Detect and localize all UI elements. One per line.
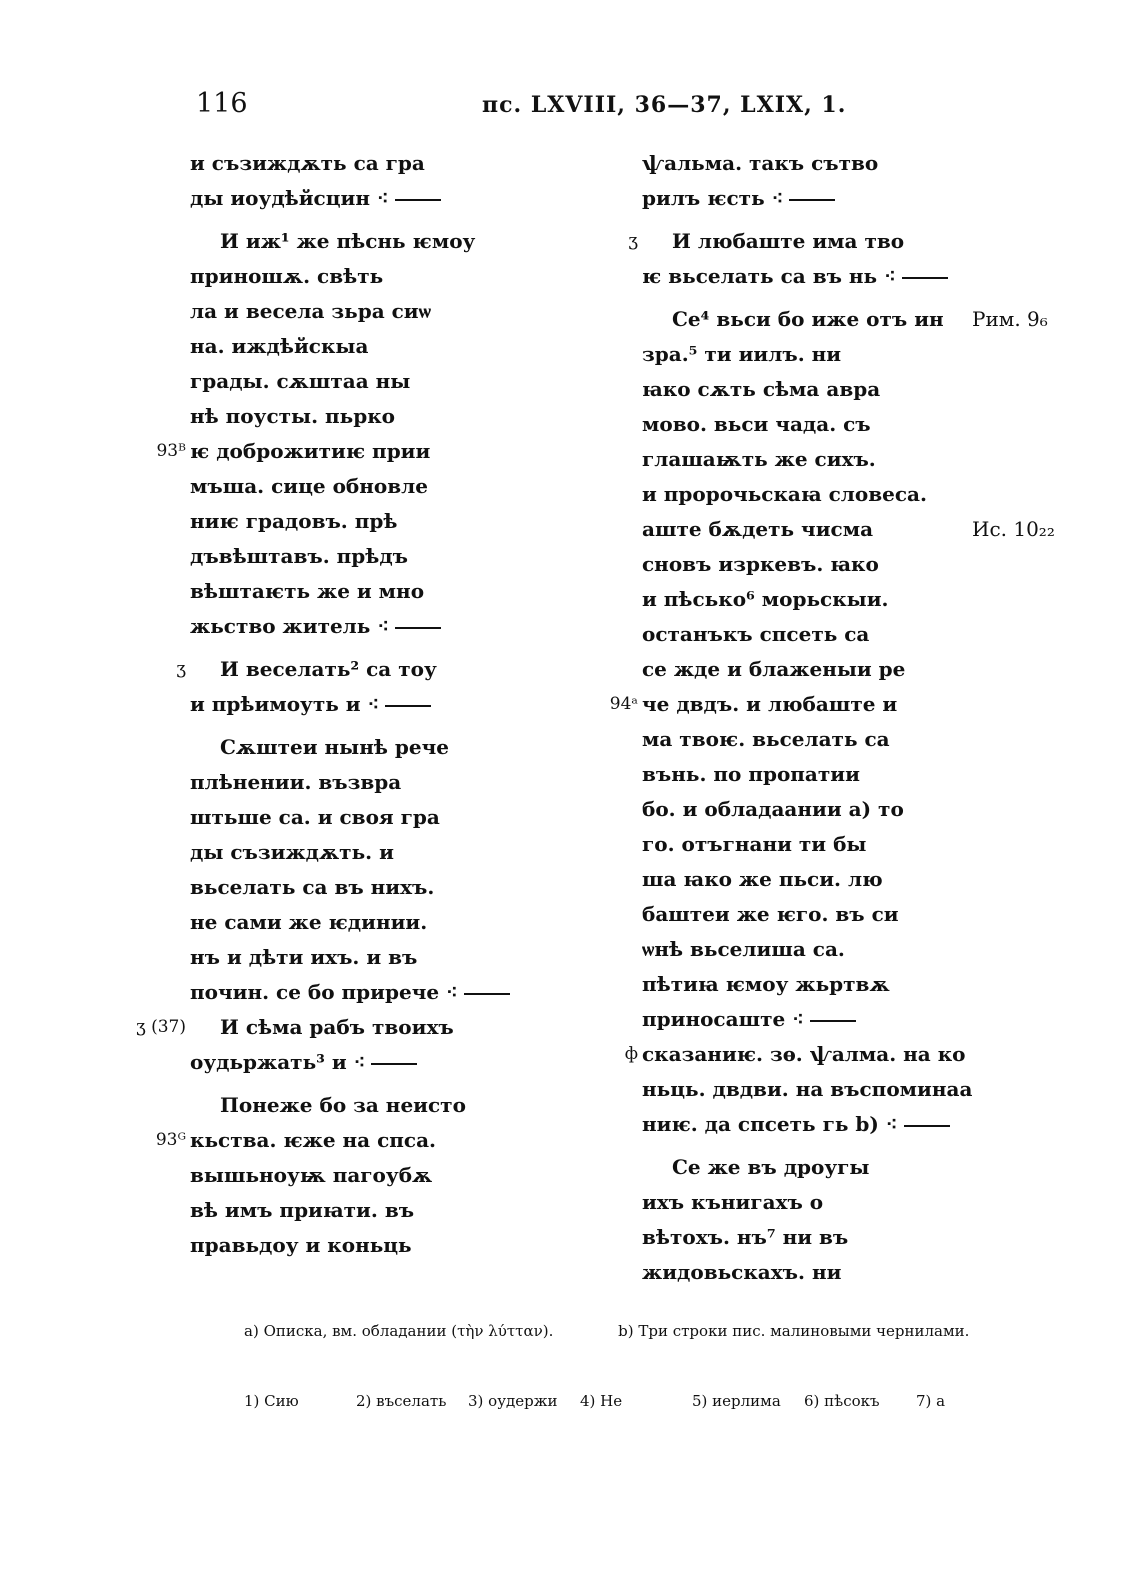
line-text: нъ и дѣти ихъ. и въ (190, 945, 418, 969)
text-line (190, 800, 510, 835)
line-text: на. иждѣйскыа (190, 334, 369, 358)
text-line (642, 617, 972, 652)
text-line (190, 364, 510, 399)
variant-reading: 5) иерлима (692, 1392, 781, 1410)
line-text: вѣштаѥть же и мно (190, 579, 425, 603)
line-text: штьше са. и своя гра (190, 805, 440, 829)
line-text: кьства. ѥже на спса. (190, 1128, 436, 1152)
verse-end-dash (371, 1063, 417, 1065)
line-text: жидовьскахъ. ни (642, 1260, 842, 1284)
variant-reading: 4) Не (580, 1392, 623, 1410)
line-text: Понеже бо за неисто (220, 1093, 466, 1117)
text-line (642, 967, 972, 1002)
text-line (642, 1072, 972, 1107)
text-line (642, 1220, 972, 1255)
footnote-a: a) Описка, вм. обладании (τὴν λύτταν). (244, 1322, 554, 1340)
text-line (190, 687, 510, 722)
line-text: зра.⁵ ти иилъ. ни (642, 342, 842, 366)
text-line (642, 407, 972, 442)
margin-marker: 93ᴮ (156, 441, 186, 461)
page-number: 116 (196, 88, 248, 119)
line-text: жьство житель ⁖ (190, 614, 390, 638)
text-line (642, 1002, 972, 1037)
line-text: пѣтиꙗ ѥмоу жьртвѫ (642, 972, 890, 996)
line-text: ѱальма. такъ сътво (642, 151, 879, 175)
line-text: И иж¹ же пѣснь ѥмоу (220, 229, 476, 253)
line-text: го. отъгнани ти бы (642, 832, 867, 856)
margin-marker: ʒ (176, 659, 186, 679)
line-text: аште бѫдеть чисма (642, 517, 874, 541)
variant-reading: 6) пѣсокъ (804, 1392, 880, 1410)
text-line (642, 146, 972, 181)
text-line (190, 294, 510, 329)
line-text: вышьноуѭ пагоубѫ (190, 1163, 433, 1187)
text-line (190, 870, 510, 905)
text-line (642, 827, 972, 862)
variant-reading: 1) Сию (244, 1392, 299, 1410)
text-line (642, 302, 1048, 337)
line-text: вѣ имъ приꙗти. въ (190, 1198, 415, 1222)
line-text: ма твоѥ. вьселать са (642, 727, 890, 751)
line-text: и пророчьскаꙗ словеса. (642, 482, 927, 506)
cross-reference: Ис. 10₂₂ (972, 517, 1055, 541)
line-text: оудьржать³ и ⁖ (190, 1050, 366, 1074)
line-text: грады. сѫштаа ны (190, 369, 411, 393)
text-line (190, 1045, 510, 1080)
text-line (642, 757, 972, 792)
line-text: правьдоу и коньць (190, 1233, 412, 1257)
text-line (642, 512, 1055, 547)
left-column (136, 146, 510, 1263)
text-line (190, 835, 510, 870)
text-line (642, 477, 972, 512)
line-text: ниѥ. да спсеть гь b) ⁖ (642, 1112, 898, 1136)
cross-reference: Рим. 9₆ (972, 307, 1048, 331)
line-text: И веселать² са тоу (220, 657, 437, 681)
running-head: пс. LXVIII, 36—37, LXIX, 1. (482, 92, 847, 118)
text-line (190, 975, 510, 1010)
text-line (642, 932, 972, 967)
line-text: и съзиждѫть са гра (190, 151, 425, 175)
text-line (642, 862, 972, 897)
text-line (190, 609, 510, 644)
text-line (190, 259, 510, 294)
text-line (190, 539, 510, 574)
line-text: плѣнении. възвра (190, 770, 402, 794)
text-line (190, 504, 510, 539)
margin-marker: ʒ (628, 231, 638, 251)
text-line (642, 442, 972, 477)
text-line (190, 224, 510, 259)
verse-end-dash (395, 627, 441, 629)
right-column (609, 146, 1055, 1290)
text-line (190, 940, 510, 975)
variant-reading: 7) а (916, 1392, 946, 1410)
text-line (642, 547, 972, 582)
variant-reading: 2) въселать (356, 1392, 447, 1410)
margin-marker: ф (624, 1044, 638, 1064)
text-line (156, 434, 510, 469)
text-line (190, 399, 510, 434)
text-line (642, 1185, 972, 1220)
footnotes (244, 1322, 969, 1340)
line-text: вънь. по пропатии (642, 762, 860, 786)
line-text: приносаште ⁖ (642, 1007, 804, 1031)
text-line (190, 905, 510, 940)
line-text: ньць. двдви. на въспоминаа (642, 1077, 973, 1101)
text-line (642, 652, 972, 687)
line-text: ниѥ градовъ. прѣ (190, 509, 398, 533)
text-line (624, 1037, 972, 1072)
text-line (190, 146, 510, 181)
line-text: останъкъ спсеть са (642, 622, 870, 646)
text-line (155, 1123, 510, 1158)
text-line (190, 1193, 510, 1228)
text-line (190, 1228, 510, 1263)
text-line (642, 792, 972, 827)
line-text: ша ꙗко же пьси. лю (642, 867, 883, 891)
text-line (190, 329, 510, 364)
text-line (190, 469, 510, 504)
variant-readings (244, 1392, 1028, 1410)
line-text: И любаште има тво (672, 229, 905, 253)
variant-reading: 3) оудержи (468, 1392, 558, 1410)
text-line (642, 1255, 972, 1290)
text-line (190, 1088, 510, 1123)
line-text: и пѣсько⁶ морьскыи. (642, 587, 889, 611)
line-text: Се же въ дроугы (672, 1155, 870, 1179)
line-text: почин. се бо прирече ⁖ (190, 980, 458, 1004)
verse-end-dash (395, 199, 441, 201)
verse-end-dash (902, 277, 948, 279)
line-text: бо. и обладаании а) то (642, 797, 904, 821)
line-text: глашаѭть же сихъ. (642, 447, 876, 471)
line-text: ѥ доброжитиѥ прии (190, 439, 431, 463)
line-text: мово. вьси чада. съ (642, 412, 871, 436)
text-line (190, 181, 510, 216)
text-line (642, 722, 972, 757)
verse-end-dash (789, 199, 835, 201)
verse-end-dash (904, 1125, 950, 1127)
line-text: И сѣма рабъ твоихъ (220, 1015, 454, 1039)
line-text: ды иоудѣйсцин ⁖ (190, 186, 389, 210)
text-line (642, 181, 972, 216)
text-line (642, 1107, 972, 1142)
verse-end-dash (810, 1020, 856, 1022)
text-line (190, 730, 510, 765)
line-text: Се⁴ вьси бо иже отъ ин (672, 307, 944, 331)
line-text: ꙗко сѫть сѣма авра (642, 377, 881, 401)
line-text: ѥ вьселать са въ нь ⁖ (642, 264, 896, 288)
text-line (190, 765, 510, 800)
line-text: нѣ поусты. пьрко (190, 404, 395, 428)
line-text: се жде и блаженыи ре (642, 657, 906, 681)
line-text: вьселать са въ нихъ. (190, 875, 435, 899)
line-text: че двдъ. и любаште и (642, 692, 898, 716)
text-line (642, 372, 972, 407)
line-text: сновъ изркевъ. ꙗко (642, 552, 879, 576)
line-text: ды съзиждѫть. и (190, 840, 394, 864)
text-line (190, 574, 510, 609)
line-text: баштеи же ѥго. въ си (642, 902, 899, 926)
line-text: мъша. сице обновле (190, 474, 428, 498)
text-line (609, 687, 972, 722)
text-line (642, 337, 972, 372)
text-line (642, 582, 972, 617)
line-text: и прѣимоуть и ⁖ (190, 692, 380, 716)
margin-marker: ʒ (37) (136, 1017, 186, 1037)
line-text: Сѫштеи нынѣ рече (220, 735, 449, 759)
line-text: не сами же ѥдинии. (190, 910, 428, 934)
text-line (190, 1158, 510, 1193)
line-text: рилъ ѥсть ⁖ (642, 186, 784, 210)
text-line (176, 652, 510, 687)
line-text: вѣтохъ. нъ⁷ ни въ (642, 1225, 849, 1249)
verse-end-dash (464, 993, 510, 995)
margin-marker: 93ᴳ (155, 1130, 186, 1150)
text-line (136, 1010, 510, 1045)
line-text: приношѫ. свѣть (190, 264, 384, 288)
verse-end-dash (385, 705, 431, 707)
line-text: ихъ кънигахъ о (642, 1190, 824, 1214)
text-line (642, 259, 972, 294)
line-text: сказаниѥ. зѳ. ѱалма. на ко (642, 1042, 966, 1066)
margin-marker: 94ᵃ (609, 694, 638, 714)
text-line (642, 897, 972, 932)
line-text: ѡнѣ вьселиша са. (642, 937, 845, 961)
line-text: дъвѣштавъ. прѣдъ (190, 544, 408, 568)
text-line (642, 1150, 972, 1185)
footnote-b: b) Три строки пис. малиновыми чернилами. (618, 1322, 970, 1340)
text-line (628, 224, 972, 259)
line-text: ла и весела зьра сиѡ (190, 299, 431, 323)
